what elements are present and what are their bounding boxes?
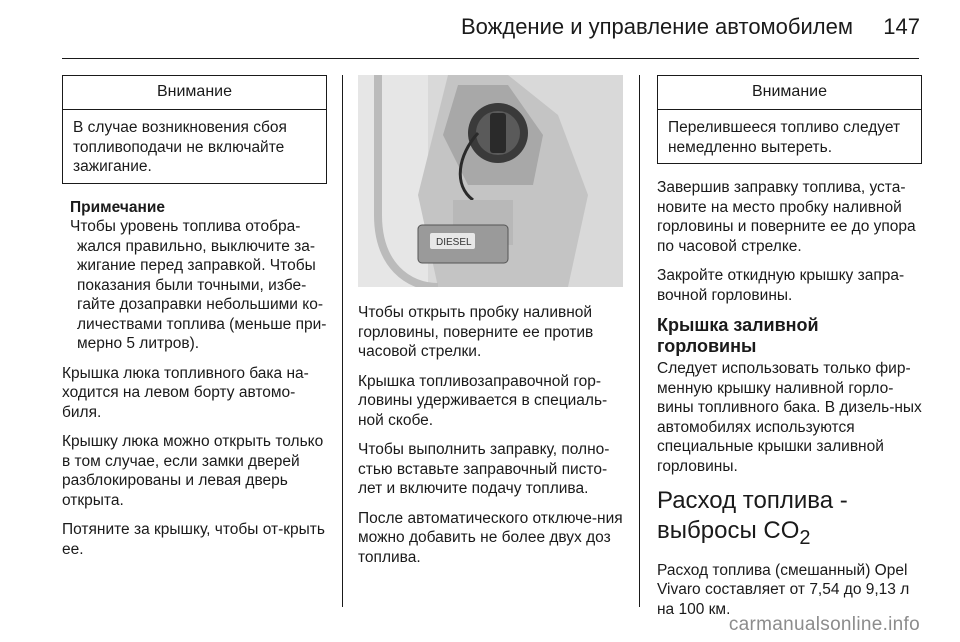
fuel-filler-photo (358, 75, 623, 287)
column-right (657, 75, 922, 629)
column-divider (342, 75, 343, 607)
paragraph: После автоматического отключе-ния можно добавить не более двух доз топлива. (358, 509, 623, 566)
photo-label: DIESEL (436, 237, 472, 248)
column-middle (358, 75, 623, 577)
chapter-heading-text: Расход топлива - выбросы CO (657, 487, 848, 544)
section-heading: Крышка заливной горловины (657, 315, 819, 356)
note-title: Примечание (70, 198, 165, 216)
paragraph: Потяните за крышку, чтобы от-крыть ее. (62, 521, 325, 558)
header-title: Вождение и управление автомобилем (460, 14, 853, 39)
column-left (62, 75, 327, 569)
paragraph: Чтобы открыть пробку наливной горловины, поверните ее против часовой стрелки. (358, 304, 594, 360)
warning-title: Внимание (63, 76, 326, 110)
warning-body: В случае возникновения сбоя топливоподачи не включайте зажигание. (73, 119, 287, 175)
chapter-heading-subscript: 2 (799, 526, 811, 549)
paragraph: Крышка люка топливного бака на-ходится на левом борту автомо-биля. (62, 364, 309, 421)
paragraph: Расход топлива (смешанный) Opel Vivaro составляет от 7,54 до 9,13 л на 100 км. (657, 561, 910, 618)
page-number: 147 (883, 14, 920, 39)
warning-box (62, 75, 327, 184)
header-rule (62, 58, 919, 59)
note (62, 198, 327, 354)
paragraph: Крышка топливозаправочной гор-ловины удерживается в специаль-ной скобе. (358, 372, 608, 429)
paragraph: Закройте откидную крышку запра-вочной горловины. (657, 267, 905, 304)
warning-body: Перелившееся топливо следует немедленно вытереть. (668, 119, 901, 156)
note-body: Чтобы уровень топлива отобра-жался правильно, выключите за-жигание перед заправкой. Чтобы показания были точными, избе-гайте дозаправки небольшими ко-личествами топлива (меньше при-мерно 5 литров). (70, 218, 327, 352)
column-divider (639, 75, 640, 607)
chapter-heading (657, 486, 922, 553)
paragraph: Чтобы выполнить заправку, полно-стью вставьте заправочный писто-лет и включите подачу топлива. (358, 441, 610, 497)
watermark: carmanualsonline.info (728, 614, 920, 635)
paragraph: Крышку люка можно открыть только в том случае, если замки дверей разблокированы и левая дверь открыта. (62, 433, 324, 509)
warning-title: Внимание (658, 76, 921, 110)
warning-box (657, 75, 922, 164)
paragraph: Завершив заправку топлива, уста-новите на место пробку наливной горловины и поверните ее до упора по часовой стрелке. (657, 179, 916, 255)
paragraph: Следует использовать только фир-менную крышку наливной горло-вины топливного бака. В дизель-ных автомобилях используются специальные крышки заливной горловины. (657, 360, 922, 475)
